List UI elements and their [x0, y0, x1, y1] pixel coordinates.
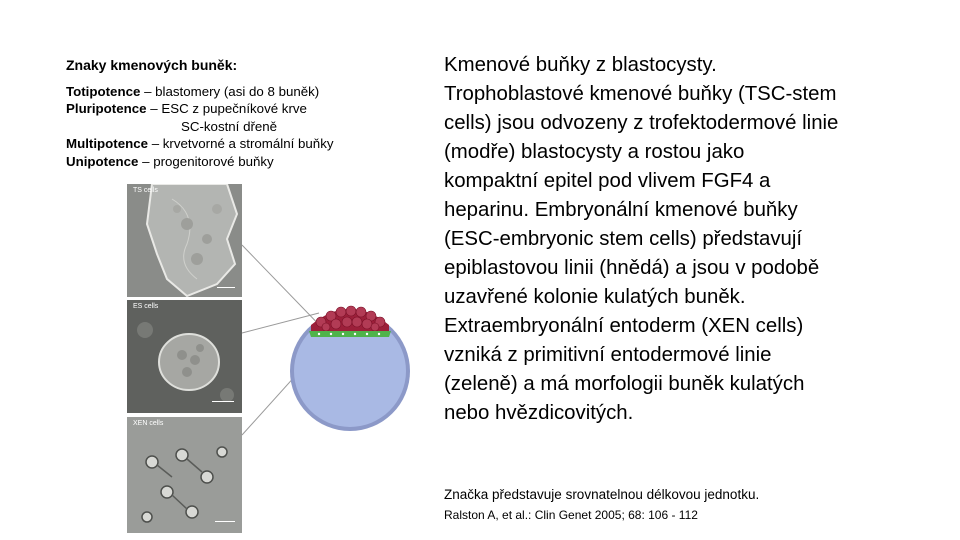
xen-cells-micrograph [127, 417, 242, 533]
list-item-pluripotence [66, 100, 426, 118]
term: Pluripotence [66, 101, 147, 116]
xen-cells-label: XEN cells [133, 420, 164, 427]
desc: SC-kostní dřeně [181, 118, 278, 134]
blastocyst-svg [239, 185, 414, 495]
es-cells-micrograph [127, 300, 242, 413]
left-title: Znaky kmenových buněk: [66, 57, 238, 73]
term: Totipotence [66, 83, 141, 99]
term: Unipotence [66, 153, 139, 169]
blastocyst-diagram [239, 185, 414, 495]
list-item-unipotence [66, 153, 426, 171]
list-item-bone-marrow [66, 118, 426, 136]
desc: – krvetvorné a stromální buňky [148, 136, 334, 151]
description-paragraph: Kmenové buňky z blastocysty. Trophoblastové kmenové buňky (TSC-stem cells) jsou odvozeny z trofektodermové linie (modře) blastocysty a rostou jako kompaktní epitel pod vlivem FGF4 a heparinu. Embryonální kmenové buňky (ESC-embryonic stem cells) představují epiblastovou linii (hnědá) a jsou v podobě uzavřené kolonie kulatých buněk. Extraembryonální entoderm (XEN cells) vzniká z primitivní entodermové linie (zeleně) a má morfologii buněk kulatých nebo hvězdicovitých. [444, 54, 839, 424]
ts-cells-micrograph [127, 184, 242, 297]
reference-citation: Ralston A, et al.: Clin Genet 2005; 68: 106 - 112 [444, 508, 698, 522]
scale-bar [217, 287, 235, 288]
ts-cells-label: TS cells [133, 187, 158, 194]
desc: – blastomery (asi do 8 buněk) [140, 83, 320, 99]
desc: – ESC z pupečníkové krve [146, 101, 307, 116]
ts-cells-texture [127, 184, 242, 297]
list-item-totipotence [66, 83, 426, 101]
scale-bar [212, 401, 234, 402]
scale-bar [215, 521, 235, 522]
term: Multipotence [66, 136, 148, 151]
scale-note: Značka představuje srovnatelnou délkovou jednotku. [444, 487, 760, 502]
list-item-multipotence [66, 135, 426, 153]
xen-cells-texture [127, 417, 242, 533]
desc: – progenitorové buňky [138, 153, 274, 169]
es-cells-texture [127, 300, 242, 413]
es-cells-label: ES cells [133, 303, 159, 310]
left-text-block [66, 57, 426, 170]
